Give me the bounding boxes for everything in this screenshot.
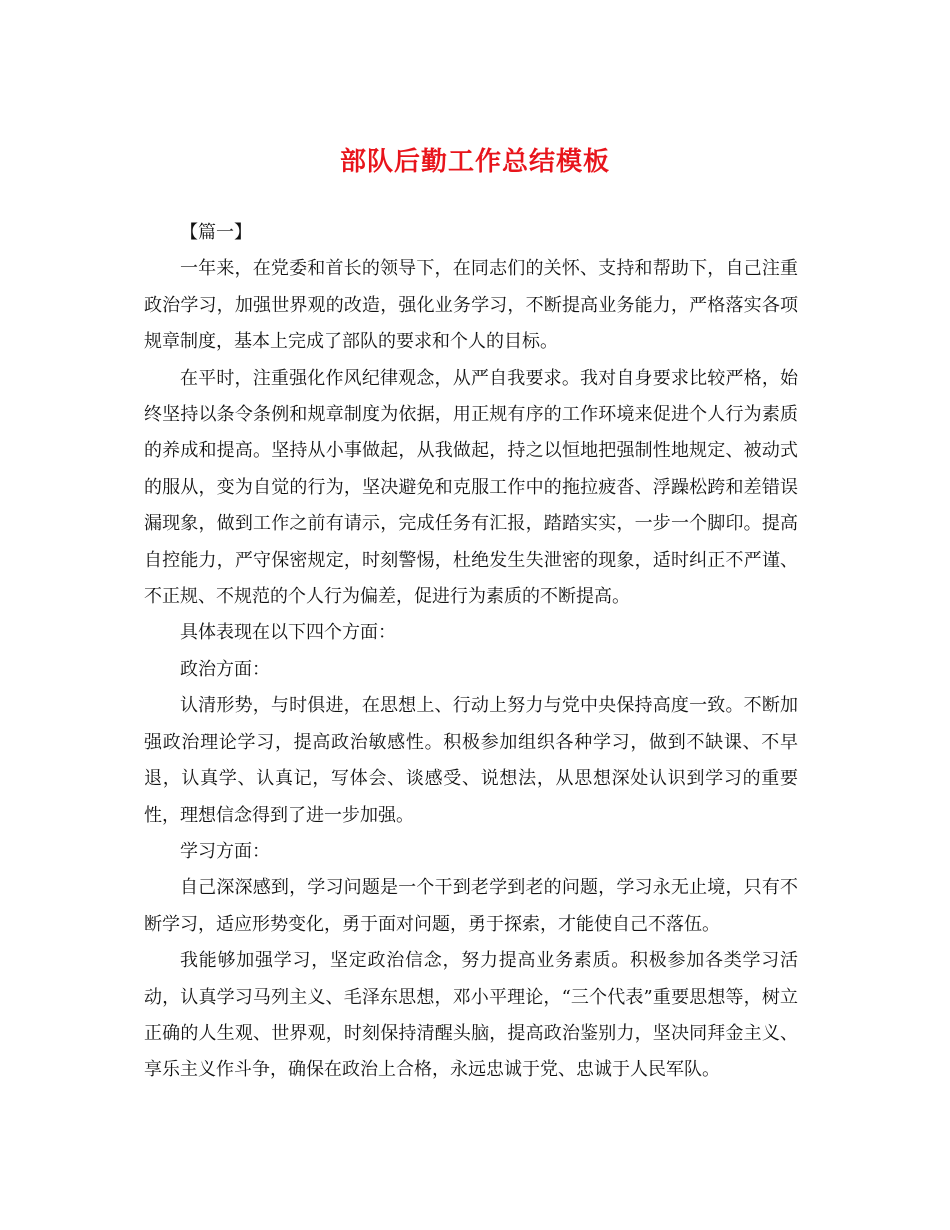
paragraph: 我能够加强学习，坚定政治信念，努力提高业务素质。积极参加各类学习活动，认真学习马列主义、毛泽东思想，邓小平理论，“三个代表”重要思想等，树立正确的人生观、世界观，时刻保持清醒头脑，提高政治鉴别力，坚决同拜金主义、享乐主义作斗争，确保在政治上合格，永远忠诚于党、忠诚于人民军队。 <box>144 950 798 1081</box>
document-body <box>144 215 798 1089</box>
paragraph: 认清形势，与时俱进，在思想上、行动上努力与党中央保持高度一致。不断加强政治理论学习，提高政治敏感性。积极参加组织各种学习，做到不缺课、不早退，认真学、认真记，写体会、谈感受、说想法，从思想深处认识到学习的重要性，理想信念得到了进一步加强。 <box>144 695 798 826</box>
subheading-study: 学习方面： <box>180 840 270 862</box>
section-heading: 【篇一】 <box>180 222 252 243</box>
page-title: 部队后勤工作总结模板 <box>339 147 610 177</box>
paragraph: 在平时，注重强化作风纪律观念，从严自我要求。我对自身要求比较严格，始终坚持以条令条例和规章制度为依据，用正规有序的工作环境来促进个人行为素质的养成和提高。坚持从小事做起，从我做起，持之以恒地把强制性地规定、被动式的服从，变为自觉的行为，坚决避免和克服工作中的拖拉疲沓、浮躁松跨和差错误漏现象，做到工作之前有请示，完成任务有汇报，踏踏实实，一步一个脚印。提高自控能力，严守保密规定，时刻警惕，杜绝发生失泄密的现象，适时纠正不严谨、不正规、不规范的个人行为偏差，促进行为素质的不断提高。 <box>144 367 798 608</box>
paragraph: 一年来，在党委和首长的领导下，在同志们的关怀、支持和帮助下，自己注重政治学习，加强世界观的改造，强化业务学习，不断提高业务能力，严格落实各项规章制度，基本上完成了部队的要求和个人的目标。 <box>144 258 798 353</box>
paragraph: 具体表现在以下四个方面： <box>180 622 396 644</box>
subheading-political: 政治方面： <box>180 658 270 680</box>
paragraph: 自己深深感到，学习问题是一个干到老学到老的问题，学习永无止境，只有不断学习，适应形势变化，勇于面对问题，勇于探索，才能使自己不落伍。 <box>144 877 798 935</box>
